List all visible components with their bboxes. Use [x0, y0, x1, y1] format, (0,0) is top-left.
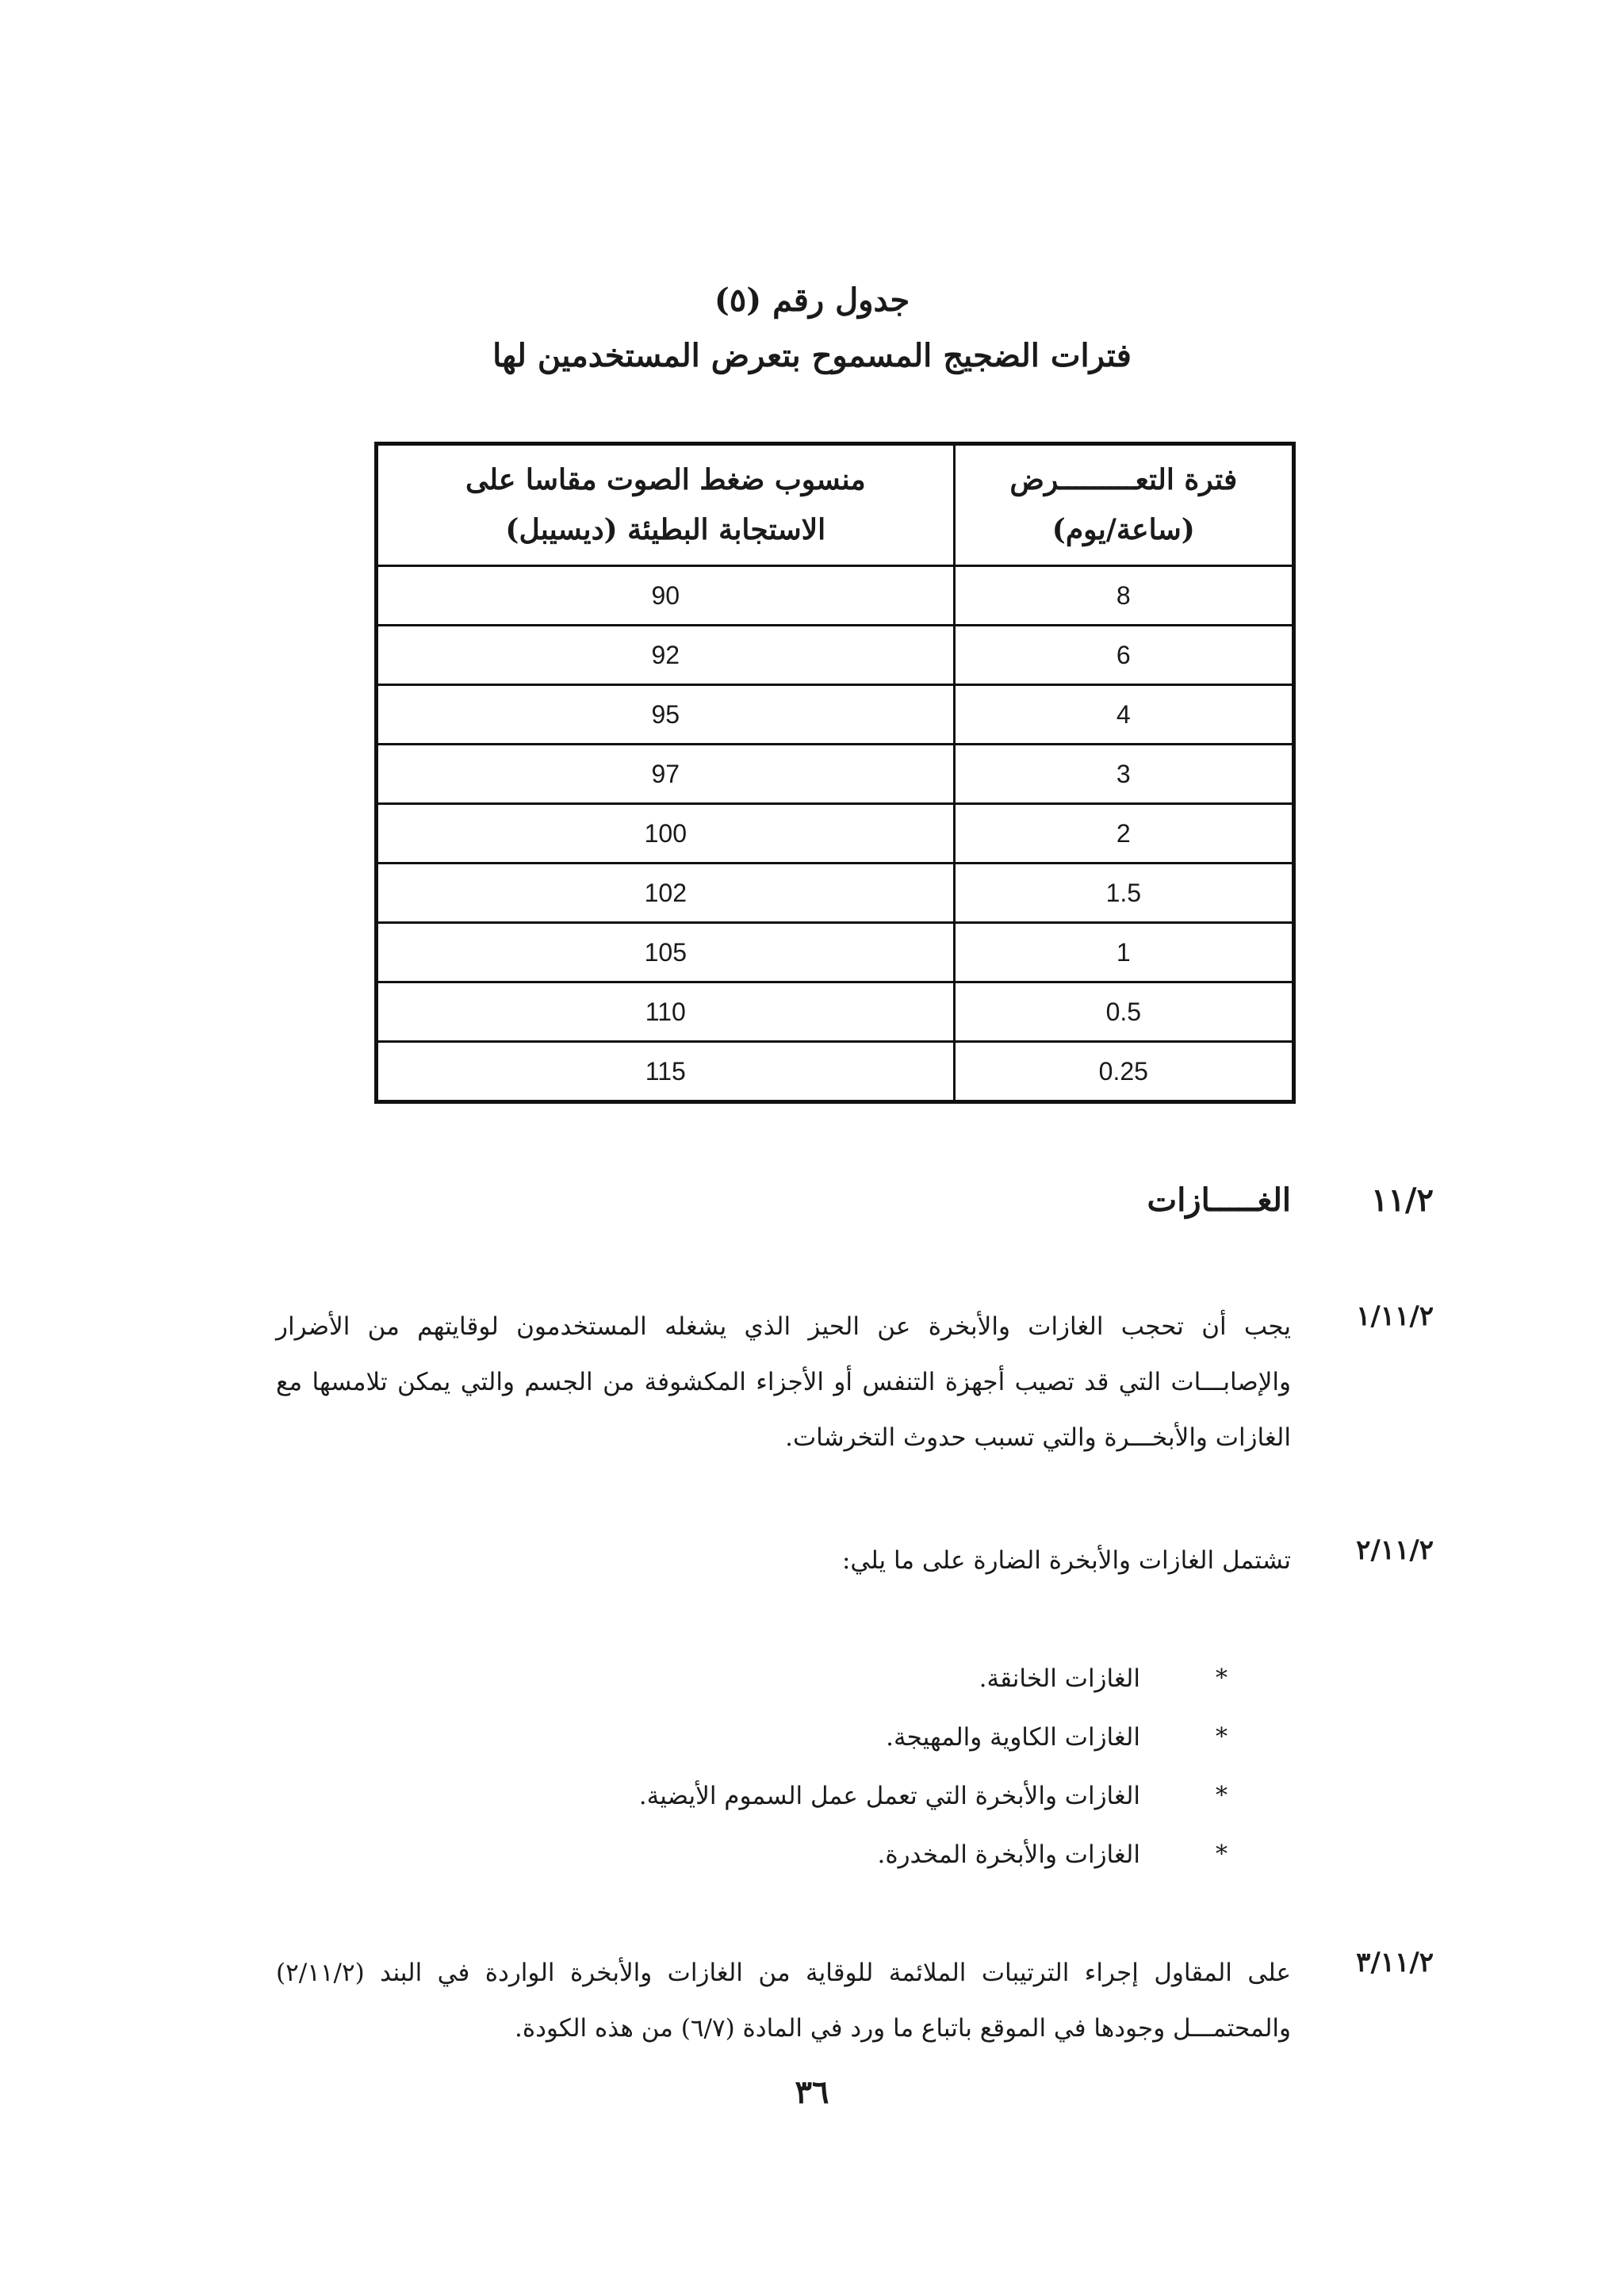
- exposure-header-line1: فترة التعـــــــــرض: [1009, 463, 1238, 496]
- sound-level-cell: 115: [377, 1042, 955, 1102]
- exposure-hours-cell: 6: [954, 626, 1293, 685]
- table-row: [377, 745, 1294, 804]
- bullet-marker: *: [1216, 1723, 1228, 1751]
- clause-text: على المقاول إجراء الترتيبات الملائمة للوقاية من الغازات والأبخرة الواردة في البند (٢/١١/٢) والمحتمـــل وجودها في الموقع باتباع ما ورد في المادة (٦/٧) من هذه الكودة.: [276, 1959, 1291, 2043]
- table-row: [377, 566, 1294, 626]
- table-row: [377, 804, 1294, 864]
- exposure-hours-cell: 2: [954, 804, 1293, 864]
- table-row: [377, 864, 1294, 923]
- table-row: [377, 1042, 1294, 1102]
- table-row: [377, 982, 1294, 1042]
- exposure-hours-cell: 4: [954, 685, 1293, 745]
- gas-types-list: [514, 1649, 1228, 1884]
- table-row: [377, 923, 1294, 982]
- page-number: ٣٦: [795, 2074, 829, 2111]
- list-item: [514, 1825, 1228, 1884]
- bullet-marker: *: [1216, 1664, 1228, 1692]
- section-number: ١١/٢: [1370, 1181, 1434, 1219]
- sound-level-cell: 90: [377, 566, 955, 626]
- list-item-text: الغازات الخانقة.: [979, 1664, 1140, 1693]
- clause-text: يجب أن تحجب الغازات والأبخرة عن الحيز الذي يشغله المستخدمون لوقايتهم من الأضرار والإصابـــات التي قد تصيب أجهزة التنفس أو الأجزاء المكشوفة من الجسم والتي يمكن تلامسها مع الغازات والأبخـــرة والتي تسبب حدوث التخرشات.: [276, 1312, 1291, 1452]
- exposure-hours-cell: 0.25: [954, 1042, 1293, 1102]
- exposure-header-line2: (ساعة/يوم): [1051, 513, 1195, 546]
- bullet-marker: *: [1216, 1840, 1228, 1868]
- clause-text: تشتمل الغازات والأبخرة الضارة على ما يلي:: [841, 1546, 1291, 1575]
- exposure-hours-cell: 8: [954, 566, 1293, 626]
- sound-level-cell: 110: [377, 982, 955, 1042]
- list-item-text: الغازات والأبخرة المخدرة.: [877, 1840, 1140, 1869]
- level-header: [377, 444, 955, 566]
- sound-level-cell: 95: [377, 685, 955, 745]
- exposure-hours-cell: 1: [954, 923, 1293, 982]
- exposure-header: [954, 444, 1293, 566]
- exposure-hours-cell: 0.5: [954, 982, 1293, 1042]
- level-header-line2: الاستجابة البطيئة (ديسيبل): [505, 513, 826, 546]
- list-item: [514, 1708, 1228, 1767]
- list-item: [514, 1649, 1228, 1708]
- list-item-text: الغازات والأبخرة التي تعمل عمل السموم الأيضية.: [638, 1782, 1140, 1810]
- clause-number: ١/١١/٢: [1356, 1300, 1434, 1332]
- sound-level-cell: 100: [377, 804, 955, 864]
- exposure-hours-cell: 3: [954, 745, 1293, 804]
- sound-level-cell: 105: [377, 923, 955, 982]
- sound-level-cell: 97: [377, 745, 955, 804]
- table-caption-title: فترات الضجيج المسموح بتعرض المستخدمين لها: [492, 337, 1132, 374]
- clause-number: ٢/١١/٢: [1356, 1534, 1434, 1566]
- clause-number: ٣/١١/٢: [1356, 1947, 1434, 1978]
- noise-exposure-table: [374, 442, 1296, 1104]
- sound-level-cell: 92: [377, 626, 955, 685]
- list-item-text: الغازات الكاوية والمهيجة.: [886, 1723, 1140, 1752]
- table-caption-number: جدول رقم (٥): [714, 281, 910, 319]
- level-header-line1: منسوب ضغط الصوت مقاسا على: [465, 463, 866, 496]
- section-title: الغـــــازات: [1147, 1181, 1291, 1219]
- sound-level-cell: 102: [377, 864, 955, 923]
- exposure-hours-cell: 1.5: [954, 864, 1293, 923]
- table-row: [377, 626, 1294, 685]
- table-row: [377, 685, 1294, 745]
- table-header-row: [377, 444, 1294, 566]
- bullet-marker: *: [1216, 1782, 1228, 1810]
- list-item: [514, 1767, 1228, 1825]
